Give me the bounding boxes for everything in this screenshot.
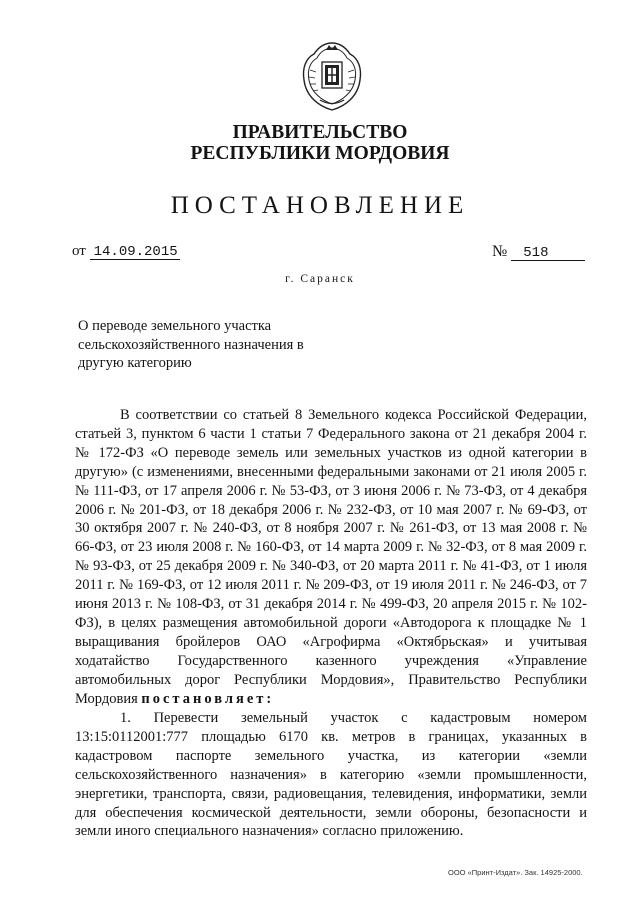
document-date: 14.09.2015: [90, 245, 180, 260]
number-line: [492, 243, 585, 261]
document-number: 518: [511, 246, 585, 261]
printer-imprint: ООО «Принт-Издат». Зак. 14925-2000.: [448, 868, 583, 877]
government-name: [0, 122, 640, 164]
preamble-text: В соответствии со статьей 8 Земельного кодекса Российской Федерации, статьей 3, пунктом 6 части 1 статьи 7 Федерального закона от 21 декабря 2004 г. № 172-ФЗ «О переводе земель или земельных участков из одной категории в другую» (с изменениями, внесенными федеральными законами от 21 июля 2005 г. № 111-ФЗ, от 17 апреля 2006 г. № 53-ФЗ, от 3 июня 2006 г. № 73-ФЗ, от 4 декабря 2006 г. № 201-ФЗ, от 18 декабря 2006 г. № 232-ФЗ, от 10 мая 2007 г. № 69-ФЗ, от 30 октября 2007 г. № 240-ФЗ, от 8 ноября 2007 г. № 261-ФЗ, от 13 мая 2008 г. № 66-ФЗ, от 23 июля 2008 г. № 160-ФЗ, от 14 марта 2009 г. № 32-ФЗ, от 8 мая 2009 г. № 93-ФЗ, от 25 декабря 2009 г. № 340-ФЗ, от 20 марта 2011 г. № 41-ФЗ, от 1 июля 2011 г. № 169-ФЗ, от 12 июля 2011 г. № 209-ФЗ, от 19 июля 2011 г. № 246-ФЗ, от 7 июня 2013 г. № 108-ФЗ, от 31 декабря 2014 г. № 499-ФЗ, 20 апреля 2015 г. № 102-ФЗ), в целях размещения автомобильной дороги «Автодорога к площадке № 1 выращивания бройлеров ОАО «Агрофирма «Октябрьская» и учитывая ходатайство Государственного казенного учреждения «Управление автомобильных дорог Республики Мордовия», Правительство Республики Мордовия: [75, 407, 587, 707]
document-subject: О переводе земельного участка сельскохозяйственного назначения в другую категорию: [78, 318, 304, 371]
org-line-2: РЕСПУБЛИКИ МОРДОВИЯ: [190, 143, 450, 164]
city-name: г. Саранск: [285, 273, 355, 285]
date-line: [72, 243, 180, 260]
coat-of-arms-emblem: [300, 40, 364, 112]
item-1-paragraph: 1. Перевести земельный участок с кадастровым номером 13:15:0112001:777 площадью 6170 кв. метров в границах, указанных в кадастровом паспорте земельного участка, из категории «земли сельскохозяйственного назначения» в категорию «земли промышленности, энергетики, транспорта, связи, радиовещания, телевидения, информатики, земли для обеспечения космической деятельности, земли обороны, безопасности и земли иного специального назначения» согласно приложению.: [75, 710, 587, 840]
date-prefix: от: [72, 243, 86, 259]
document-type-title: ПОСТАНОВЛЕНИЕ: [170, 192, 470, 219]
number-prefix: №: [492, 243, 508, 260]
preamble-paragraph: [75, 406, 587, 709]
decree-word: постановляет:: [141, 690, 275, 707]
org-line-1: ПРАВИТЕЛЬСТВО: [232, 122, 408, 143]
